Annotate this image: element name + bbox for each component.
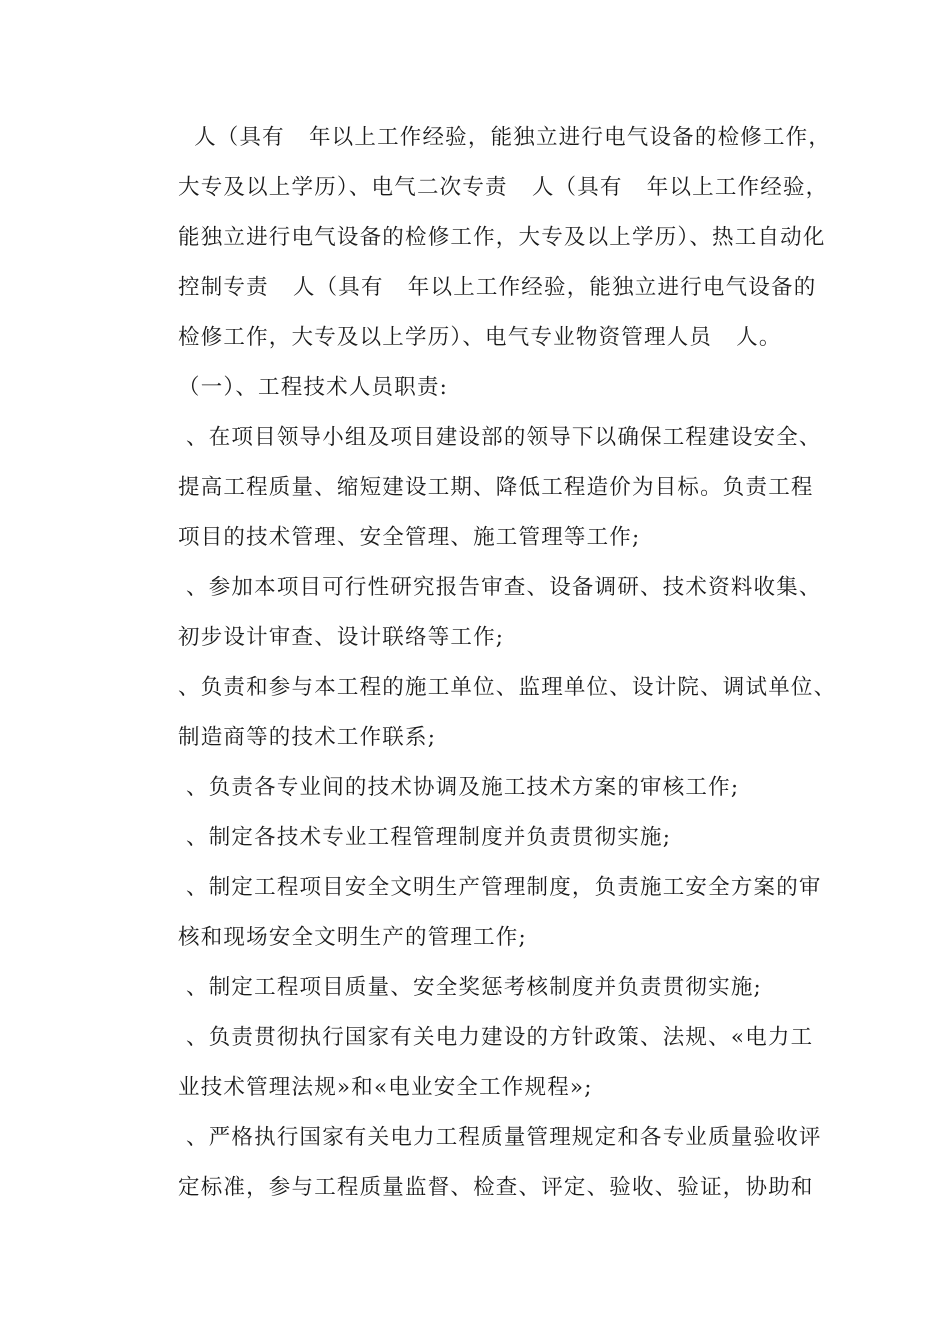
text-line: 、在项目领导小组及项目建设部的领导下以确保工程建设安全、 [178, 425, 822, 450]
text-line: 、制定工程项目质量、安全奖惩考核制度并负责贯彻实施; [178, 975, 762, 1000]
section-heading: （一）、工程技术人员职责: [178, 375, 449, 400]
text-line: 项目的技术管理、安全管理、施工管理等工作; [178, 525, 641, 550]
text-line: 制造商等的技术工作联系; [178, 725, 437, 750]
text-line: 、参加本项目可行性研究报告审查、设备调研、技术资料收集、 [178, 575, 822, 600]
text-line: 核和现场安全文明生产的管理工作; [178, 925, 527, 950]
text-line: 提高工程质量、缩短建设工期、降低工程造价为目标。负责工程 [178, 475, 814, 500]
text-line: 能独立进行电气设备的检修工作，大专及以上学历）、热工自动化 [178, 225, 826, 250]
text-line: 检修工作，大专及以上学历）、电气专业物资管理人员 人。 [178, 325, 782, 350]
text-line: 初步设计审查、设计联络等工作; [178, 625, 505, 650]
text-line: 人（具有 年以上工作经验，能独立进行电气设备的检修工作， [178, 125, 832, 150]
body-text [178, 113, 837, 1213]
text-line: 、制定各技术专业工程管理制度并负责贯彻实施; [178, 825, 672, 850]
text-line: 控制专责 人（具有 年以上工作经验，能独立进行电气设备的 [178, 275, 817, 300]
text-line: 、负责各专业间的技术协调及施工技术方案的审核工作; [178, 775, 740, 800]
text-line: 业技术管理法规»和«电业安全工作规程»; [178, 1075, 593, 1100]
text-line: 、负责贯彻执行国家有关电力建设的方针政策、法规、«电力工 [178, 1025, 814, 1050]
text-line: 大专及以上学历）、电气二次专责 人（具有 年以上工作经验， [178, 175, 829, 200]
text-line: 定标准，参与工程质量监督、检查、评定、验收、验证，协助和 [178, 1175, 814, 1200]
text-line: 、制定工程项目安全文明生产管理制度，负责施工安全方案的审 [178, 875, 822, 900]
text-line: 、严格执行国家有关电力工程质量管理规定和各专业质量验收评 [178, 1125, 822, 1150]
text-line: 、负责和参与本工程的施工单位、监理单位、设计院、调试单位、 [178, 675, 837, 700]
